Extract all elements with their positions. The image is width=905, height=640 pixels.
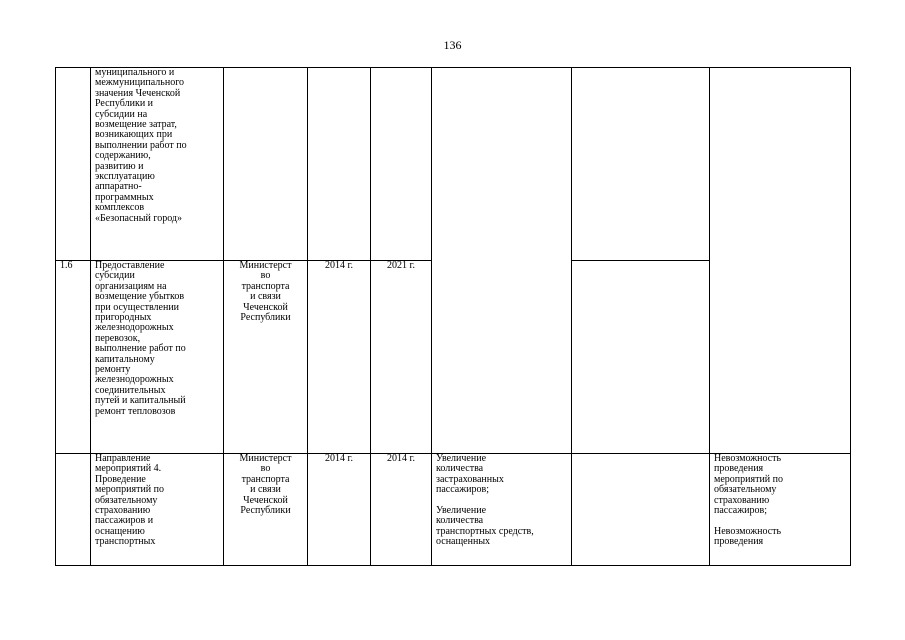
start-year-cell: 2014 г. (308, 454, 371, 566)
page-number: 136 (443, 38, 462, 52)
measures-table (55, 67, 851, 566)
indicator-cell (572, 68, 710, 261)
measure-name-cell: Направление мероприятий 4. Проведение мероприятий по обязательному страхованию пассажиров и оснащению транспортных (91, 454, 224, 566)
executor-cell: Министерст во транспорта и связи Чеченской Республики (224, 454, 308, 566)
executor-cell: Министерст во транспорта и связи Чеченской Республики (224, 261, 308, 454)
table-row (56, 68, 851, 261)
expected-result-cell: Увеличение количества застрахованных пассажиров; Увеличение количества транспортных средств, оснащенных (432, 454, 572, 566)
measure-name-cell: муниципального и межмуниципального значения Чеченской Республики и субсидии на возмещение затрат, возникающих при выполнении работ по содержанию, развитию и эксплуатацию аппаратно- программных комплексов «Безопасный город» (91, 68, 224, 261)
indicator-cell (572, 454, 710, 566)
row-number-cell: 1.6 (56, 261, 91, 454)
table-row (56, 454, 851, 566)
end-year-cell: 2014 г. (371, 454, 432, 566)
row-number-cell (56, 68, 91, 261)
end-year-cell: 2021 г. (371, 261, 432, 454)
consequence-cell: Невозможность проведения мероприятий по обязательному страхованию пассажиров; Невозможность проведения (710, 454, 851, 566)
end-year-cell (371, 68, 432, 261)
consequence-cell (710, 68, 851, 454)
executor-cell (224, 68, 308, 261)
measure-name-cell: Предоставление субсидии организациям на возмещение убытков при осуществлении пригородных железнодорожных перевозок, выполнение работ по капитальному ремонту железнодорожных соединительных путей и капитальный ремонт тепловозов (91, 261, 224, 454)
start-year-cell: 2014 г. (308, 261, 371, 454)
row-number-cell (56, 454, 91, 566)
indicator-cell (572, 261, 710, 454)
start-year-cell (308, 68, 371, 261)
expected-result-cell (432, 68, 572, 454)
